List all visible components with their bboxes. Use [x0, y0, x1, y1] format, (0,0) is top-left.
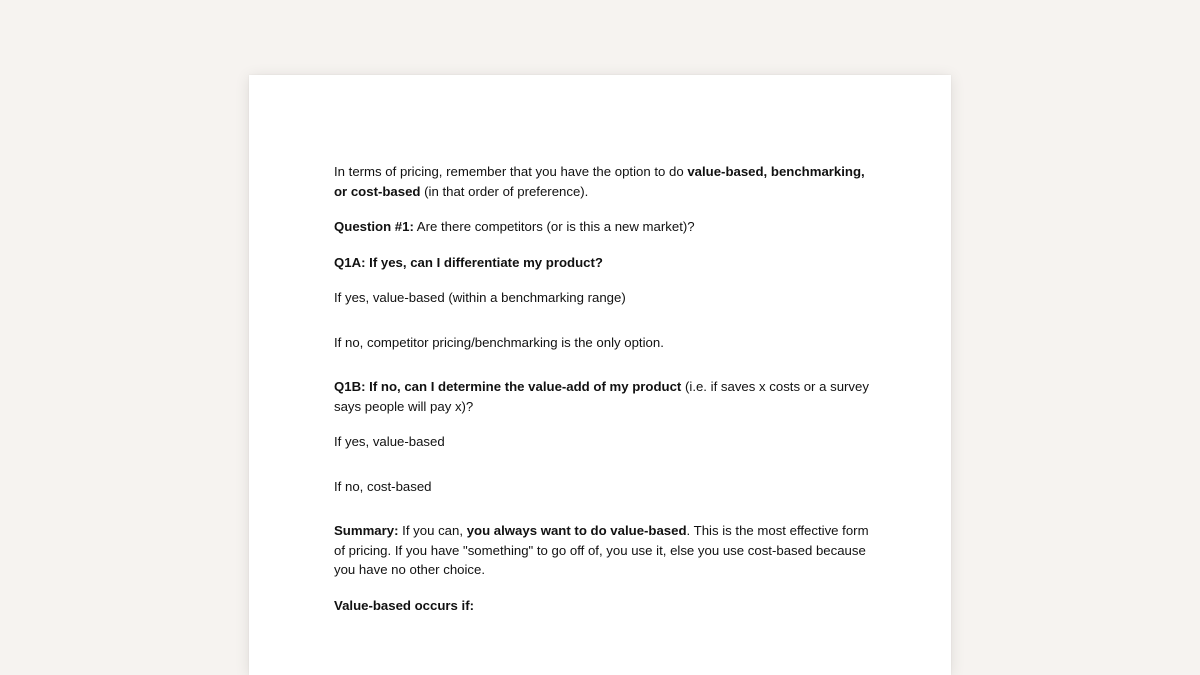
summary-label: Summary: — [334, 523, 399, 538]
document-body — [334, 162, 869, 615]
intro-bold: value-based, benchmarking, or cost-based — [334, 164, 865, 199]
intro-paragraph — [334, 162, 869, 201]
question1-paragraph — [334, 217, 869, 237]
q1a-yes: If yes, value-based (within a benchmarking range) — [334, 290, 626, 305]
q1b-no: If no, cost-based — [334, 478, 432, 494]
value-based-heading: Value-based occurs if: — [334, 597, 474, 613]
summary-tail: . This is the most effective form of pricing. If you have "something" to go off of, you use it, else you use cost-based because you have no other choice. — [334, 523, 869, 577]
summary-bold: you always want to do value-based — [466, 523, 687, 538]
document-page — [249, 75, 951, 675]
q1b-paragraph — [334, 377, 869, 416]
question1-label: Question #1: — [334, 219, 414, 234]
q1a-no: If no, competitor pricing/benchmarking is the only option. — [334, 334, 664, 350]
q1b-heading: Q1B: If no, can I determine the value-add of my product — [334, 379, 682, 394]
intro-lead: In terms of pricing, remember that you have the option to do — [334, 164, 688, 179]
q1b-yes: If yes, value-based — [334, 434, 445, 449]
question1-text: Are there competitors (or is this a new market)? — [413, 219, 695, 234]
intro-tail: (in that order of preference). — [420, 183, 589, 199]
summary-lead: If you can, — [398, 523, 467, 538]
summary-paragraph — [334, 521, 869, 580]
q1b-tail: (i.e. if saves x costs or a survey says people will pay x)? — [334, 379, 869, 414]
q1a-heading: Q1A: If yes, can I differentiate my product? — [334, 254, 603, 270]
